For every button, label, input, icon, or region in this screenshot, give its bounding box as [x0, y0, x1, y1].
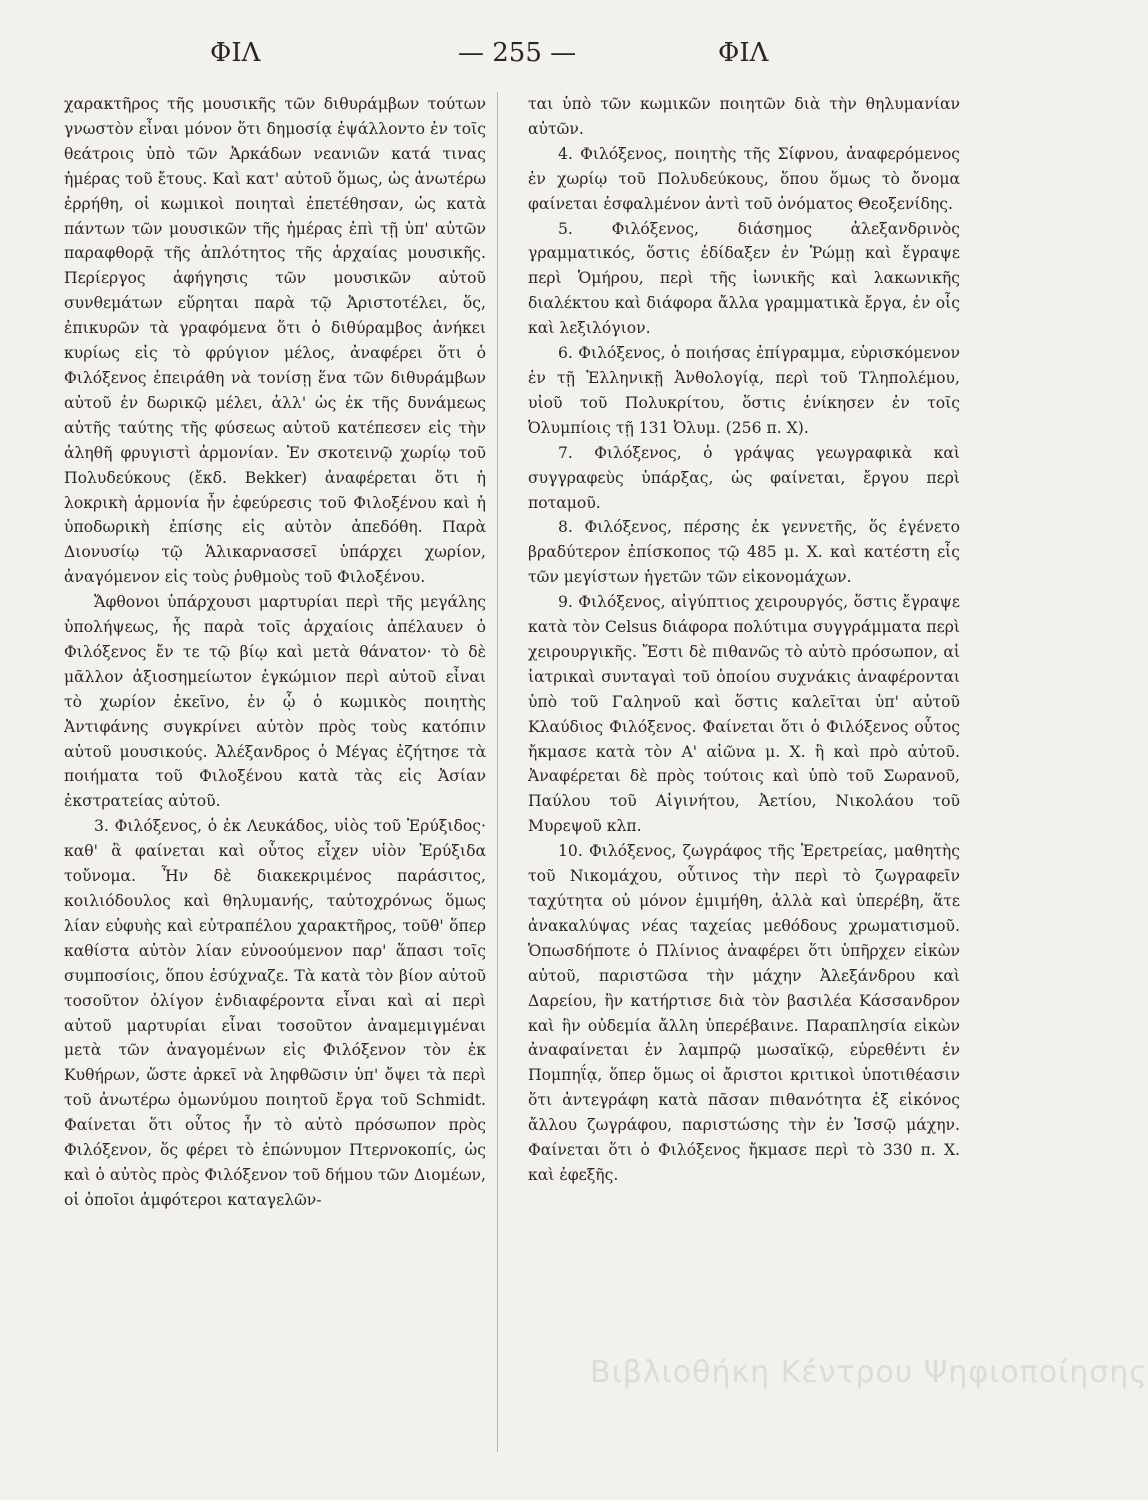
column-divider: [497, 92, 498, 1452]
paragraph: 10. Φιλόξενος, ζωγράφος τῆς Ἐρετρείας, μαθητὴς τοῦ Νικομάχου, οὗτινος τὴν περὶ τὸ ζωγραφεῖν ταχύτητα οὐ μόνον ἐμιμήθη, ἀλλὰ καὶ ὑπερέβη, ἅτε ἀνακαλύψας νέας ταχείας μεθόδους χρωματισμοῦ. Ὁπωσδήποτε ὁ Πλίνιος ἀναφέρει ὅτι ὑπῆρχεν εἰκὼν αὐτοῦ, παριστῶσα τὴν μάχην Ἀλεξάνδρου καὶ Δαρείου, ἣν κατήρτισε διὰ τὸν βασιλέα Κάσσανδρον καὶ ἣν οὐδεμία ἄλλη ὑπερέβαινε. Παραπλησία εἰκὼν ἀναφαίνεται ἐν λαμπρῷ μωσαϊκῷ, εὑρεθέντι ἐν Πομπηΐᾳ, ὅπερ ὅμως οἱ ἄριστοι κριτικοὶ ὑποτιθέασιν ὅτι ἀντεγράφη κατὰ πᾶσαν πιθανότητα ἐξ εἰκόνος ἄλλου ζωγράφου, παριστώσης τὴν ἐν Ἰσσῷ μάχην. Φαίνεται ὅτι ὁ Φιλόξενος ἤκμασε περὶ τὸ 330 π. Χ. καὶ ἐφεξῆς.: [528, 842, 960, 1184]
header-right-keyword: ΦΙΛ: [718, 38, 769, 68]
running-header: [0, 38, 1020, 78]
paragraph: ται ὑπὸ τῶν κωμικῶν ποιητῶν διὰ τὴν θηλυμανίαν αὐτῶν.: [528, 95, 960, 138]
page-number: — 255 —: [458, 38, 577, 68]
paragraph: 5. Φιλόξενος, διάσημος ἀλεξανδρινὸς γραμματικός, ὅστις ἐδίδαξεν ἐν Ῥώμῃ καὶ ἔγραψε περὶ Ὁμήρου, περὶ τῆς ἰωνικῆς καὶ λακωνικῆς διαλέκτου καὶ διάφορα ἄλλα γραμματικὰ ἔργα, ἐν οἷς καὶ λεξιλόγιον.: [528, 219, 960, 338]
paragraph: 8. Φιλόξενος, πέρσης ἐκ γεννετῆς, ὅς ἐγένετο βραδύτερον ἐπίσκοπος τῷ 485 μ. Χ. καὶ κατέστη εἷς τῶν μεγίστων ἡγετῶν τῶν εἰκονομάχων.: [528, 518, 960, 587]
paragraph: 4. Φιλόξενος, ποιητὴς τῆς Σίφνου, ἀναφερόμενος ἐν χωρίῳ τοῦ Πολυδεύκους, ὅπου ὅμως τὸ ὄνομα φαίνεται ἐσφαλμένον ἀντὶ τοῦ ὀνόματος Θεοξενίδης.: [528, 144, 960, 213]
paragraph: 7. Φιλόξενος, ὁ γράψας γεωγραφικὰ καὶ συγγραφεὺς ὑπάρξας, ὡς φαίνεται, ἔργου περὶ ποταμοῦ.: [528, 443, 960, 512]
paragraph: 9. Φιλόξενος, αἰγύπτιος χειρουργός, ὅστις ἔγραψε κατὰ τὸν Celsus διάφορα πολύτιμα συγγράμματα περὶ χειρουργικῆς. Ἔστι δὲ πιθανῶς τὸ αὐτὸ πρόσωπον, αἱ ἰατρικαὶ συνταγαὶ τοῦ ὁποίου συχνάκις ἀναφέρονται ὑπὸ τοῦ Γαληνοῦ καὶ ὅστις καλεῖται ὑπ' αὐτοῦ Κλαύδιος Φιλόξενος. Φαίνεται ὅτι ὁ Φιλόξενος οὗτος ἤκμασε κατὰ τὸν Α' αἰῶνα μ. Χ. ἢ καὶ πρὸ αὐτοῦ. Ἀναφέρεται δὲ πρὸς τούτοις καὶ ὑπὸ τοῦ Σωρανοῦ, Παύλου τοῦ Αἰγινήτου, Ἀετίου, Νικολάου τοῦ Μυρεψοῦ κλπ.: [528, 593, 960, 836]
right-column: [528, 92, 960, 1188]
paragraph: 3. Φιλόξενος, ὁ ἐκ Λευκάδος, υἱὸς τοῦ Ἐρύξιδος· καθ' ἃ φαίνεται καὶ οὗτος εἶχεν υἱὸν Ἐρύξιδα τοὔνομα. Ἦν δὲ διακεκριμένος παράσιτος, κοιλιόδουλος καὶ θηλυμανής, ταὐτοχρόνως ὅμως λίαν εὐφυὴς καὶ εὐτραπέλου χαρακτῆρος, τοῦθ' ὅπερ καθίστα αὐτὸν λίαν εὐνοούμενον παρ' ἅπασι τοῖς συμποσίοις, ὅπου ἐσύχναζε. Τὰ κατὰ τὸν βίον αὐτοῦ τοσοῦτον ὀλίγον ἐνδιαφέροντα εἶναι καὶ αἱ περὶ αὐτοῦ μαρτυρίαι εἶναι τοσοῦτον ἀναμεμιγμέναι μετὰ τῶν ἀναγομένων εἰς Φιλόξενον τὸν ἐκ Κυθήρων, ὥστε ἀρκεῖ νὰ ληφθῶσιν ὑπ' ὄψει τὰ περὶ τοῦ ἀνωτέρω ὁμωνύμου ποιητοῦ ἔργα τοῦ Schmidt. Φαίνεται ὅτι οὗτος ἦν τὸ αὐτὸ πρόσωπον πρὸς Φιλόξενον, ὅς φέρει τὸ ἐπώνυμον Πτερνοκοπίς, ὡς καὶ ὁ αὐτὸς πρὸς Φιλόξενον τοῦ δήμου τῶν Διομέων, οἱ ὁποῖοι ἀμφότεροι καταγελῶν-: [64, 817, 486, 1209]
paragraph: 6. Φιλόξενος, ὁ ποιήσας ἐπίγραμμα, εὑρισκόμενον ἐν τῇ Ἑλληνικῇ Ἀνθολογίᾳ, περὶ τοῦ Τληπολέμου, υἱοῦ τοῦ Πολυκρίτου, ὅστις ἐνίκησεν ἐν τοῖς Ὀλυμπίοις τῇ 131 Ὀλυμ. (256 π. Χ).: [528, 344, 960, 437]
paragraph: Ἄφθονοι ὑπάρχουσι μαρτυρίαι περὶ τῆς μεγάλης ὑπολήψεως, ἧς παρὰ τοῖς ἀρχαίοις ἀπέλαυεν ὁ Φιλόξενος ἔν τε τῷ βίῳ καὶ μετὰ θάνατον· τὸ δὲ μᾶλλον ἀξιοσημείωτον ἐγκώμιον περὶ αὐτοῦ εἶναι τὸ χωρίον ἐκεῖνο, ἐν ᾧ ὁ κωμικὸς ποιητὴς Ἀντιφάνης συγκρίνει αὐτὸν πρὸς τοὺς κατόπιν αὐτοῦ μουσικούς. Ἀλέξανδρος ὁ Μέγας ἐζήτησε τὰ ποιήματα τοῦ Φιλοξένου κατὰ τὰς εἰς Ἀσίαν ἐκστρατείας αὐτοῦ.: [64, 593, 486, 811]
left-column: [64, 92, 486, 1213]
paragraph: χαρακτῆρος τῆς μουσικῆς τῶν διθυράμβων τούτων γνωστὸν εἶναι μόνον ὅτι δημοσίᾳ ἐψάλλοντο ἐν τοῖς θεάτροις ὑπὸ τῶν Ἀρκάδων νεανιῶν κατά τινας ἡμέρας τοῦ ἔτους. Καὶ κατ' αὐτοῦ ὅμως, ὡς ἀνωτέρω ἐρρήθη, οἱ κωμικοὶ ποιηταὶ ἐπετέθησαν, ὡς κατὰ πάντων τῶν μουσικῶν τῆς ἡμέρας ἐπὶ τῇ ὑπ' αὐτῶν παραφθορᾷ τῆς ἁπλότητος τῆς ἀρχαίας μουσικῆς. Περίεργος ἀφήγησις τῶν μουσικῶν αὐτοῦ συνθεμάτων εὕρηται παρὰ τῷ Ἀριστοτέλει, ὅς, ἐπικυρῶν τὰ γραφόμενα ὅτι ὁ διθύραμβος ἀνήκει κυρίως εἰς τὸ φρύγιον μέλος, ἀναφέρει ὅτι ὁ Φιλόξενος ἐπειράθη νὰ τονίσῃ ἕνα τῶν διθυράμβων αὐτοῦ ἐν δωρικῷ μέλει, ἀλλ' ὡς ἐκ τῆς δυνάμεως αὐτῆς ταύτης τῆς φύσεως αὐτοῦ κατέπεσεν εἰς τὴν ἀληθῆ φρυγιστὶ ἁρμονίαν. Ἐν σκοτεινῷ χωρίῳ τοῦ Πολυδεύκους (ἔκδ. Bekker) ἀναφέρεται ὅτι ἡ λοκρικὴ ἁρμονία ἦν ἐφεύρεσις τοῦ Φιλοξένου καὶ ἡ ὑποδωρικὴ ἐπίσης εἰς αὐτὸν ἀπεδόθη. Παρὰ Διονυσίῳ τῷ Ἁλικαρνασσεῖ ὑπάρχει χωρίον, ἀναγόμενον εἰς τοὺς ῥυθμοὺς τοῦ Φιλοξένου.: [64, 95, 486, 587]
library-watermark: Βιβλιοθήκη Κέντρου Ψηφιοποίησης: [590, 1355, 1148, 1390]
header-left-keyword: ΦΙΛ: [210, 38, 261, 68]
